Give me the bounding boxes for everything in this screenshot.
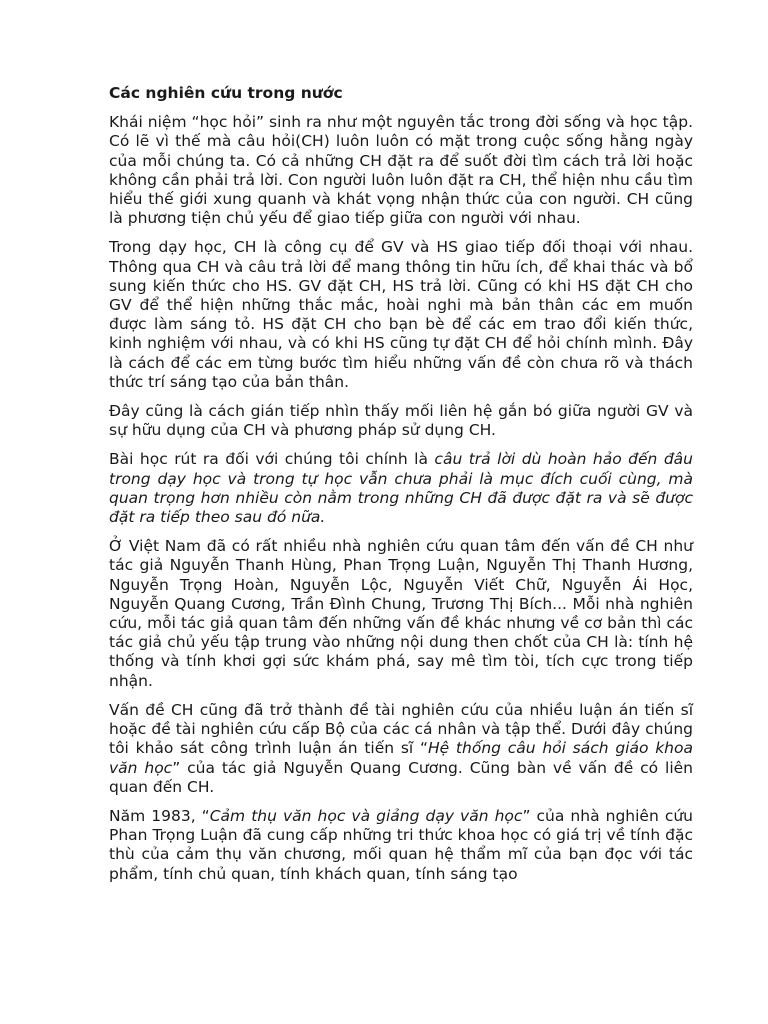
paragraph-2: Trong dạy học, CH là công cụ để GV và HS giao tiếp đối thoại với nhau. Thông qua CH và câu trả lời để mang thông tin hữu ích, để khai thác và bổ sung kiến thức cho HS. GV đặt CH, HS trả lời. Cũng có khi HS đặt CH cho GV để thể hiện những thắc mắc, hoài nghi mà bản thân các em muốn được làm sáng tỏ. HS đặt CH cho bạn bè để các em trao đổi kiến thức, kinh nghiệm với nhau, và có khi HS cũng tự đặt CH để hỏi chính mình. Đây là cách để các em từng bước tìm hiểu những vấn đề còn chưa rõ và thách thức trí sáng tạo của bản thân. <box>109 238 693 391</box>
paragraph-6-tail: ” của tác giả Nguyễn Quang Cương. Cũng bàn về vấn đề có liên quan đến CH. <box>109 758 693 796</box>
document-page <box>109 84 693 894</box>
paragraph-4 <box>109 450 693 527</box>
paragraph-6 <box>109 701 693 797</box>
paragraph-5: Ở Việt Nam đã có rất nhiều nhà nghiên cứu quan tâm đến vấn đề CH như tác giả Nguyễn Thanh Hùng, Phan Trọng Luận, Nguyễn Thị Thanh Hương, Nguyễn Trọng Hoàn, Nguyễn Lộc, Nguyễn Viết Chữ, Nguyễn Ái Học, Nguyễn Quang Cương, Trần Đình Chung, Trương Thị Bích... Mỗi nhà nghiên cứu, mỗi tác giả quan tâm đến những vấn đề khác nhưng về cơ bản thì các tác giả chủ yếu tập trung vào những nội dung then chốt của CH là: tính hệ thống và tính khơi gợi sức khám phá, say mê tìm tòi, tích cực trong tiếp nhận. <box>109 537 693 690</box>
paragraph-7-italic: Cảm thụ văn học và giảng dạy văn học <box>209 806 523 825</box>
paragraph-7-lead: Năm 1983, “ <box>109 806 210 825</box>
paragraph-1: Khái niệm “học hỏi” sinh ra như một nguyên tắc trong đời sống và học tập. Có lẽ vì thế mà câu hỏi(CH) luôn luôn có mặt trong cuộc sống hằng ngày của mỗi chúng ta. Có cả những CH đặt ra để suốt đời tìm cách trả lời hoặc không cần phải trả lời. Con người luôn luôn đặt ra CH, thể hiện nhu cầu tìm hiểu thế giới xung quanh và khát vọng nhận thức của con người. CH cũng là phương tiện chủ yếu để giao tiếp giữa con người với nhau. <box>109 113 693 228</box>
paragraph-6-italic: Hệ thống câu hỏi sách giáo khoa văn học <box>109 739 693 777</box>
paragraph-7-tail: ” của nhà nghiên cứu Phan Trọng Luận đã cung cấp những tri thức khoa học có giá trị về tính đặc thù của cảm thụ văn chương, mối quan hệ thẩm mĩ của bạn đọc với tác phẩm, tính chủ quan, tính khách quan, tính sáng tạo <box>109 806 693 883</box>
paragraph-4-lead: Bài học rút ra đối với chúng tôi chính là <box>109 450 435 469</box>
paragraph-6-lead: Vấn đề CH cũng đã trở thành đề tài nghiên cứu của nhiều luận án tiến sĩ hoặc đề tài nghiên cứu cấp Bộ của các cá nhân và tập thể. Dưới đây chúng tôi khảo sát công trình luận án tiến sĩ “ <box>109 700 693 758</box>
paragraph-7 <box>109 807 693 884</box>
paragraph-4-italic: câu trả lời dù hoàn hảo đến đâu trong dạy học và trong tự học vẫn chưa phải là mục đích cuối cùng, mà quan trọng hơn nhiều còn nằm trong những CH đã được đặt ra và sẽ được đặt ra tiếp theo sau đó nữa. <box>109 450 693 527</box>
section-heading: Các nghiên cứu trong nước <box>109 84 343 102</box>
paragraph-3: Đây cũng là cách gián tiếp nhìn thấy mối liên hệ gắn bó giữa người GV và sự hữu dụng của CH và phương pháp sử dụng CH. <box>109 402 693 440</box>
